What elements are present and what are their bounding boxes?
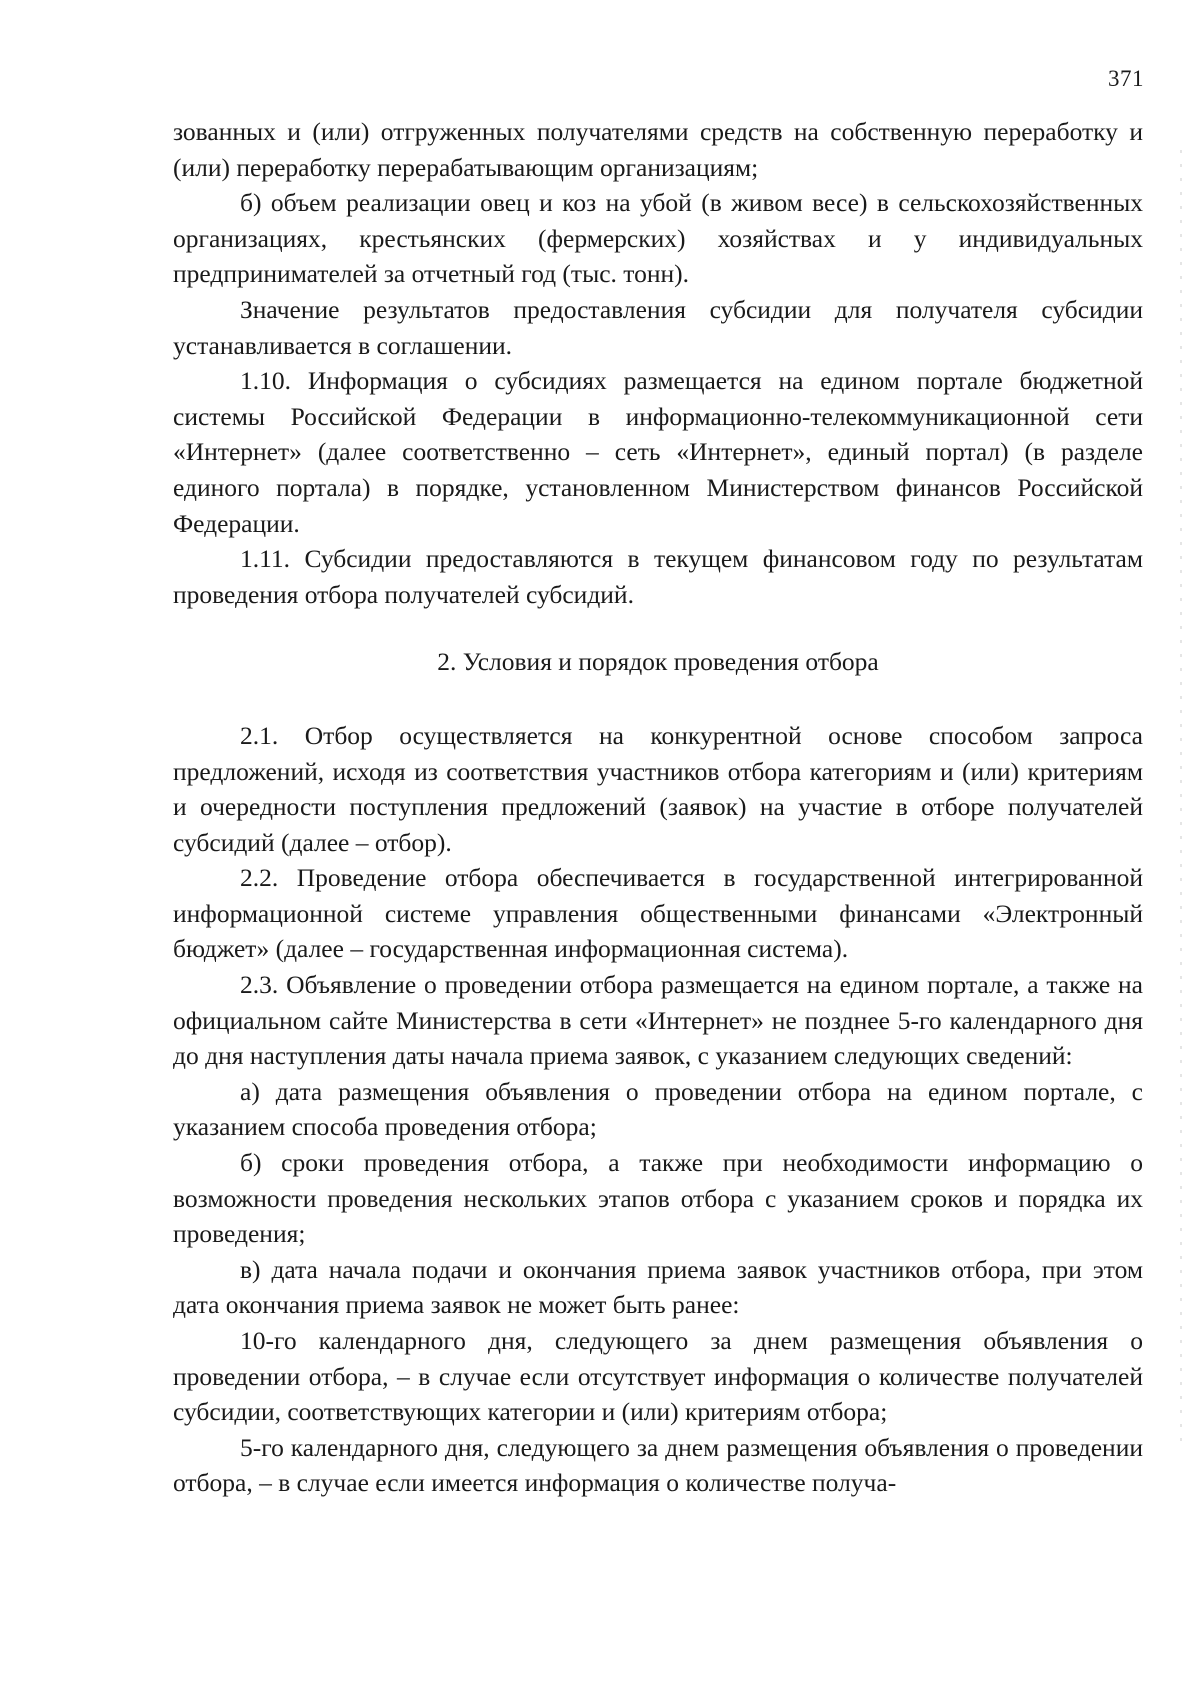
paragraph: б) сроки проведения отбора, а также при необходимости информацию о возможности проведения нескольких этапов отбора с указанием сроков и порядка их проведения; [173,1148,1143,1249]
paragraph: а) дата размещения объявления о проведении отбора на едином портале, с указанием способа проведения отбора; [173,1076,1143,1142]
scan-artifact [1180,150,1182,1450]
paragraphs-before-heading [173,114,1143,612]
paragraph: 10-го календарного дня, следующего за днем размещения объявления о проведении отбора, – в случае если отсутствует информация о количестве получателей субсидии, соответствующих категории и (или) критериям отбора; [173,1326,1143,1427]
paragraph: в) дата начала подачи и окончания приема заявок участников отбора, при этом дата окончания приема заявок не может быть ранее: [173,1254,1143,1320]
document-body [173,114,1143,1501]
paragraphs-after-heading [173,718,1143,1501]
paragraph: 5-го календарного дня, следующего за днем размещения объявления о проведении отбора, – в случае если имеется информация о количестве получа- [173,1432,1143,1498]
paragraph: б) объем реализации овец и коз на убой (в живом весе) в сельскохозяйственных организациях, крестьянских (фермерских) хозяйствах и у индивидуальных предпринимателей за отчетный год (тыс. тонн). [173,188,1143,289]
section-heading: 2. Условия и порядок проведения отбора [437,647,879,677]
paragraph: 1.10. Информация о субсидиях размещается на едином портале бюджетной системы Российской Федерации в информационно-телекоммуникационной сети «Интернет» (далее соответственно – сеть «Интернет», единый портал) (в разделе единого портала) в порядке, установленном Министерством финансов Российской Федерации. [173,366,1143,538]
paragraph: 2.2. Проведение отбора обеспечивается в государственной интегрированной информационной системе управления общественными финансами «Электронный бюджет» (далее – государственная информационная система). [173,863,1143,964]
paragraph: Значение результатов предоставления субсидии для получателя субсидии устанавливается в соглашении. [173,294,1143,360]
paragraph: 2.1. Отбор осуществляется на конкурентной основе способом запроса предложений, исходя из соответствия участников отбора категориям и (или) критериям и очередности поступления предложений (заявок) на участие в отборе получателей субсидий (далее – отбор). [173,720,1143,857]
paragraph: 2.3. Объявление о проведении отбора размещается на едином портале, а также на официальном сайте Министерства в сети «Интернет» не позднее 5-го календарного дня до дня наступления даты начала приема заявок, с указанием следующих сведений: [173,970,1143,1071]
page-number: 371 [1108,66,1144,91]
paragraph: зованных и (или) отгруженных получателями средств на собственную переработку и (или) переработку перерабатывающим организациям; [173,117,1143,182]
paragraph: 1.11. Субсидии предоставляются в текущем финансовом году по результатам проведения отбора получателей субсидий. [173,544,1143,609]
